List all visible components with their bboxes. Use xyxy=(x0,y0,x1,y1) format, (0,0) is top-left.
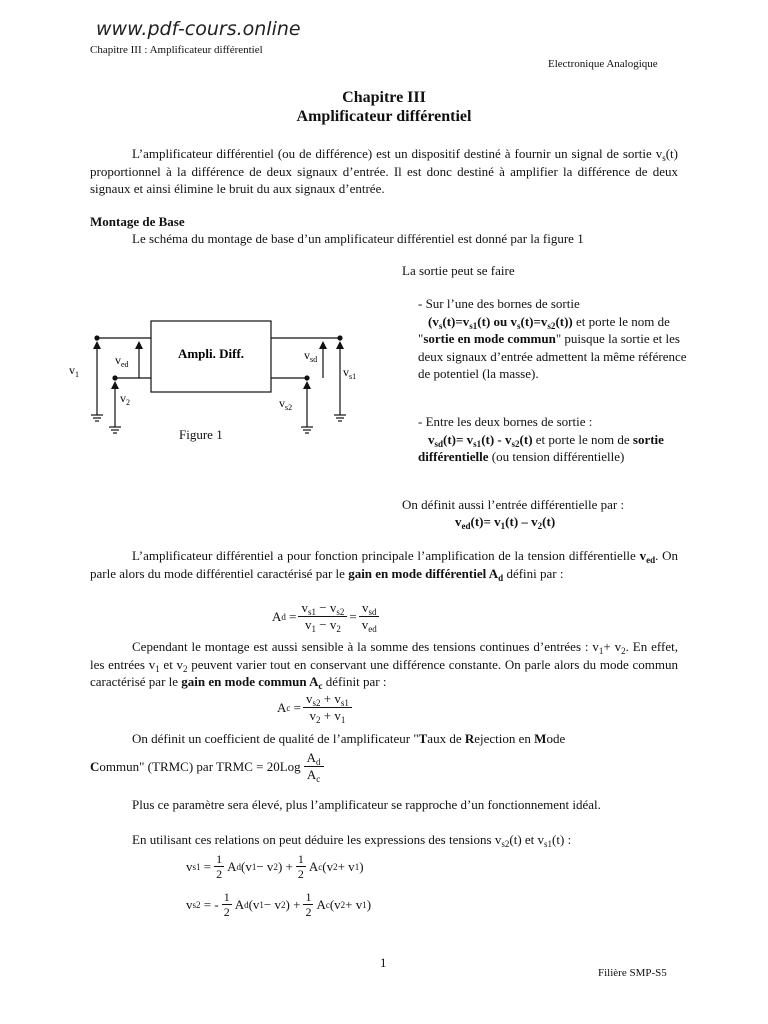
title-line-1: Chapitre III xyxy=(342,89,426,106)
vs1-formula: v s1 = 1 2 A d (v 1 − v 2 ) + 1 2 A c (v 2 + v 1 ) xyxy=(186,852,364,881)
header-left: Chapitre III : Amplificateur différentiel xyxy=(90,44,263,56)
page-title xyxy=(0,88,768,126)
figure-caption: Figure 1 xyxy=(179,427,223,442)
vs2-formula: v s2 = - 1 2 A d (v 1 − v 2 ) + 1 2 A c (v 2 + v 1 ) xyxy=(186,890,372,919)
intro-paragraph: L’amplificateur différentiel (ou de différence) est un dispositif destiné à fournir un signal de sortie $v_s(t)$ proportionnel à la différence de deux signaux d’entrée. Il est donc destiné à amplifier la différence de deux signaux et ainsi élimine le bruit du aux signaux d’entrée. xyxy=(90,146,678,196)
sortie-bullet-2: - Entre les deux bornes de sortie : $v_{sd}(t)= v_{s1}(t) - v_{s2}(t)$ et porte le nom de sortie différentielle (ou tension différentielle) xyxy=(418,414,664,464)
trmc-line-1: On définit un coefficient de qualité de l’amplificateur "Taux de Rejection en Mode xyxy=(132,731,566,746)
label-v1: $v_1$ xyxy=(69,363,79,379)
deduction-line: En utilisant ces relations on peut déduire les expressions des tensions $v_{s2}(t)$ et $v_{s1}(t)$ : xyxy=(132,832,572,849)
footer-right: Filière SMP-S5 xyxy=(598,967,667,979)
diff-mode-paragraph: L’amplificateur différentiel a pour fonction principale l’amplification de la tension différentielle $v_{ed}$. On parle alors du mode différentiel caractérisé par le gain en mode différentiel $A_d$ défini par : xyxy=(90,548,678,583)
title-line-2: Amplificateur différentiel xyxy=(296,108,472,125)
label-vsd: $v_{sd}$ xyxy=(304,348,318,364)
label-vs1: $v_{s1}$ xyxy=(343,365,357,381)
watermark: www.pdf-cours.online xyxy=(96,18,301,40)
sortie-bullet-1: - Sur l’une des bornes de sortie ($v_s(t)=v_{s1}(t)$ ou $v_s(t)=v_{s2}(t)$) et porte le nom de "sortie en mode commun" puisque la sortie et les deux signaux d’entrée admettent la même référence de potentiel (la masse). xyxy=(418,296,687,381)
label-ved: $v_{ed}$ xyxy=(115,353,129,369)
ideal-paragraph: Plus ce paramètre sera élevé, plus l’amplificateur se rapproche d’un fonctionnement idéal. xyxy=(132,797,601,812)
section-heading-montage: Montage de Base xyxy=(90,214,185,229)
figure-1-schematic xyxy=(60,315,360,445)
ved-formula: $v_{ed}(t)= v_1(t) - v_2(t)$ xyxy=(455,514,556,531)
label-vs2: $v_{s2}$ xyxy=(279,396,293,412)
trmc-line-2: C ommun" (TRMC) par TRMC = 20Log $\frac{A_d}{A_c}$ xyxy=(90,750,326,783)
ad-formula: A d = $\frac{v_{s1} - v_{s2}}{v_1 - v_2}$ = $\frac{v_{sd}}{v_{ed}}$ xyxy=(272,600,382,633)
ac-formula: A c = $\frac{v_{s2} + v_{s1}}{v_2 + v_1}$ xyxy=(277,691,354,724)
ampli-box-label: Ampli. Diff. xyxy=(177,346,245,361)
header-right: Electronique Analogique xyxy=(548,58,658,70)
sortie-intro: La sortie peut se faire xyxy=(402,263,515,278)
montage-text: Le schéma du montage de base d’un amplificateur différentiel est donné par la figure 1 xyxy=(132,231,584,246)
common-mode-paragraph: Cependant le montage est aussi sensible à la somme des tensions continues d’entrées : $v_1+ v_2$. En effet, les entrées $v_1$ et $v_2$ peuvent varier tout en conservant une différence constante. On parle alors du mode commun caractérisé par le gain en mode commun $A_c$ définit par : xyxy=(90,639,678,691)
label-v2: $v_2$ xyxy=(120,391,130,407)
entree-diff-definition: On définit aussi l’entrée différentielle par : xyxy=(402,497,625,512)
page-number: 1 xyxy=(380,955,387,970)
